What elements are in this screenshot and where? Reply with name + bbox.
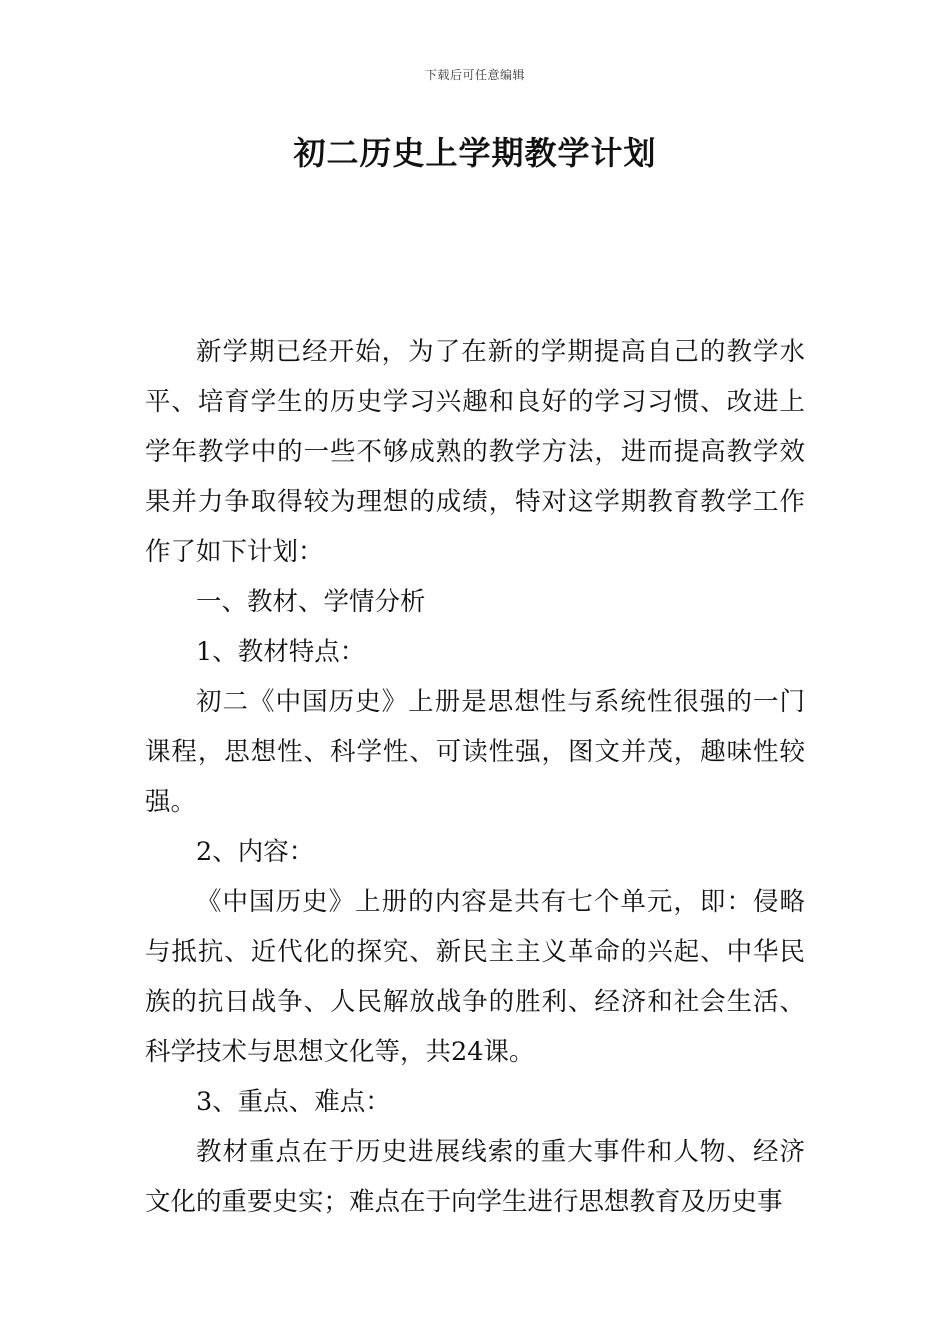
paragraph-intro: 新学期已经开始，为了在新的学期提高自己的教学水平、培育学生的历史学习兴趣和良好的学习习惯、改进上学年教学中的一些不够成熟的教学方法，进而提高教学效果并力争取得较为理想的成绩，特对这学期教育教学工作作了如下计划： [145, 337, 805, 567]
heading-textbook-features: 1、教材特点： [196, 637, 366, 667]
heading-section-1: 一、教材、学情分析 [196, 587, 426, 617]
header-note: 下载后可任意编辑 [424, 68, 525, 82]
paragraph-textbook-features: 初二《中国历史》上册是思想性与系统性很强的一门课程，思想性、科学性、可读性强，图文并茂，趣味性较强。 [145, 687, 805, 817]
heading-content: 2、内容： [196, 837, 315, 867]
heading-key-points: 3、重点、难点： [196, 1087, 391, 1117]
paragraph-content: 《中国历史》上册的内容是共有七个单元，即：侵略与抵抗、近代化的探究、新民主主义革命的兴起、中华民族的抗日战争、人民解放战争的胜利、经济和社会生活、科学技术与思想文化等，共24课。 [145, 887, 805, 1067]
document-body [145, 327, 805, 1227]
paragraph-key-points: 教材重点在于历史进展线索的重大事件和人物、经济文化的重要史实；难点在于向学生进行思想教育及历史事 [145, 1137, 805, 1217]
document-title: 初二历史上学期教学计划 [293, 134, 657, 172]
